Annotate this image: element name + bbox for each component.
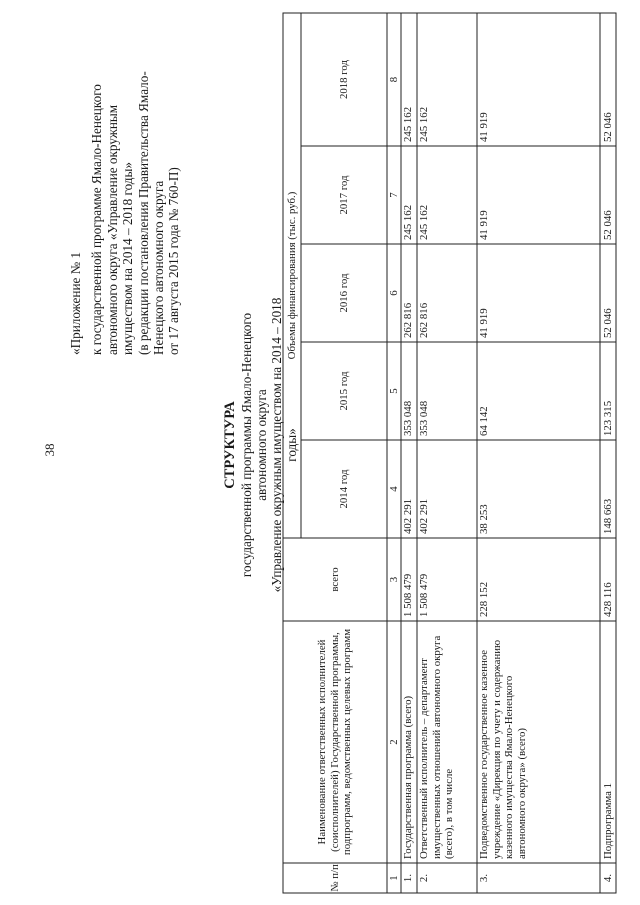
row-value-2018: 52 046 xyxy=(602,112,614,142)
appendix-line: Ненецкого автономного округа xyxy=(151,180,167,355)
row-value-2016: 262 816 xyxy=(402,302,414,338)
row-value-2016: 52 046 xyxy=(602,308,614,338)
row-value-2015: 353 048 xyxy=(418,400,430,436)
row-value-total: 428 116 xyxy=(602,582,614,617)
row-value-2015: 64 142 xyxy=(478,406,490,436)
row-value-2016: 262 816 xyxy=(418,302,430,338)
heading-line: «Управление окружным имуществом на 2014 – 2018 годы» xyxy=(269,297,299,593)
row-value-2015: 353 048 xyxy=(402,400,414,436)
row-value-2015: 123 315 xyxy=(602,400,614,436)
row-value-total: 1 508 479 xyxy=(418,573,430,617)
heading-line: государственной программы Ямало-Ненецкого автономного округа xyxy=(239,312,269,578)
heading-title: СТРУКТУРА xyxy=(222,401,238,489)
column-number: 4 xyxy=(388,486,400,492)
row-value-2016: 41 919 xyxy=(478,308,490,338)
header-year-2018: 2018 год xyxy=(337,59,350,100)
column-number: 6 xyxy=(388,290,400,296)
row-value-2017: 41 919 xyxy=(478,210,490,240)
header-total: всего xyxy=(328,567,341,592)
column-number: 7 xyxy=(388,192,400,198)
header-year-2016: 2016 год xyxy=(337,273,350,313)
row-value-total: 228 152 xyxy=(478,581,490,617)
column-number: 1 xyxy=(388,875,400,881)
row-value-2014: 38 253 xyxy=(478,504,490,534)
appendix-line: к государственной программе Ямало-Ненецкого xyxy=(89,84,105,355)
row-value-2014: 402 291 xyxy=(402,498,414,534)
row-name: Государственная программа (всего) xyxy=(402,695,414,859)
row-name: Подпрограмма 1 xyxy=(602,782,614,859)
appendix-line: от 17 августа 2015 года № 760-П) xyxy=(166,167,182,355)
row-number: 3. xyxy=(478,873,490,883)
header-name: Наименование ответственных исполнителей (соисполнителей) Государственной программы, подпрограмм, ведомственных целевых программ xyxy=(316,628,354,856)
row-value-2017: 245 162 xyxy=(402,204,414,240)
appendix-line: (в редакции постановления Правительства Ямало- xyxy=(135,71,151,355)
column-number: 8 xyxy=(388,76,400,83)
row-value-2017: 52 046 xyxy=(602,210,614,240)
row-number: 1. xyxy=(402,873,414,883)
header-year-2014: 2014 год xyxy=(337,469,350,509)
header-year-2017: 2017 год xyxy=(337,175,350,215)
row-number: 2. xyxy=(418,873,430,883)
header-year-2015: 2015 год xyxy=(337,371,350,411)
column-number: 2 xyxy=(388,739,400,745)
row-value-2014: 402 291 xyxy=(418,498,430,534)
appendix-title: «Приложение № 1 xyxy=(68,251,83,355)
header-financing-group: Объемы финансирования (тыс. руб.) xyxy=(285,191,298,360)
row-name: Подведомственное государственное казенное учреждение «Дирекция по учету и содержанию казенного имущества Ямало-Ненецкого автономного округа» (всего) xyxy=(478,639,528,859)
row-value-total: 1 508 479 xyxy=(402,573,414,617)
appendix-line: имуществом на 2014 – 2018 годы» xyxy=(120,162,136,355)
appendix-line: автономного округа «Управление окружным xyxy=(104,104,120,355)
column-number: 5 xyxy=(388,388,400,394)
row-value-2018: 245 162 xyxy=(402,106,414,142)
row-value-2018: 245 162 xyxy=(418,106,430,142)
row-name: Ответственный исполнитель – департамент имущественных отношений автономного округа (всего), в том числе xyxy=(418,635,456,859)
page-number: 38 xyxy=(42,443,57,457)
row-number: 4. xyxy=(602,873,614,883)
row-value-2014: 148 663 xyxy=(602,498,614,534)
row-value-2018: 41 919 xyxy=(478,112,490,142)
row-value-2017: 245 162 xyxy=(418,204,430,240)
column-number: 3 xyxy=(388,576,400,583)
header-num: № п/п xyxy=(328,864,341,892)
